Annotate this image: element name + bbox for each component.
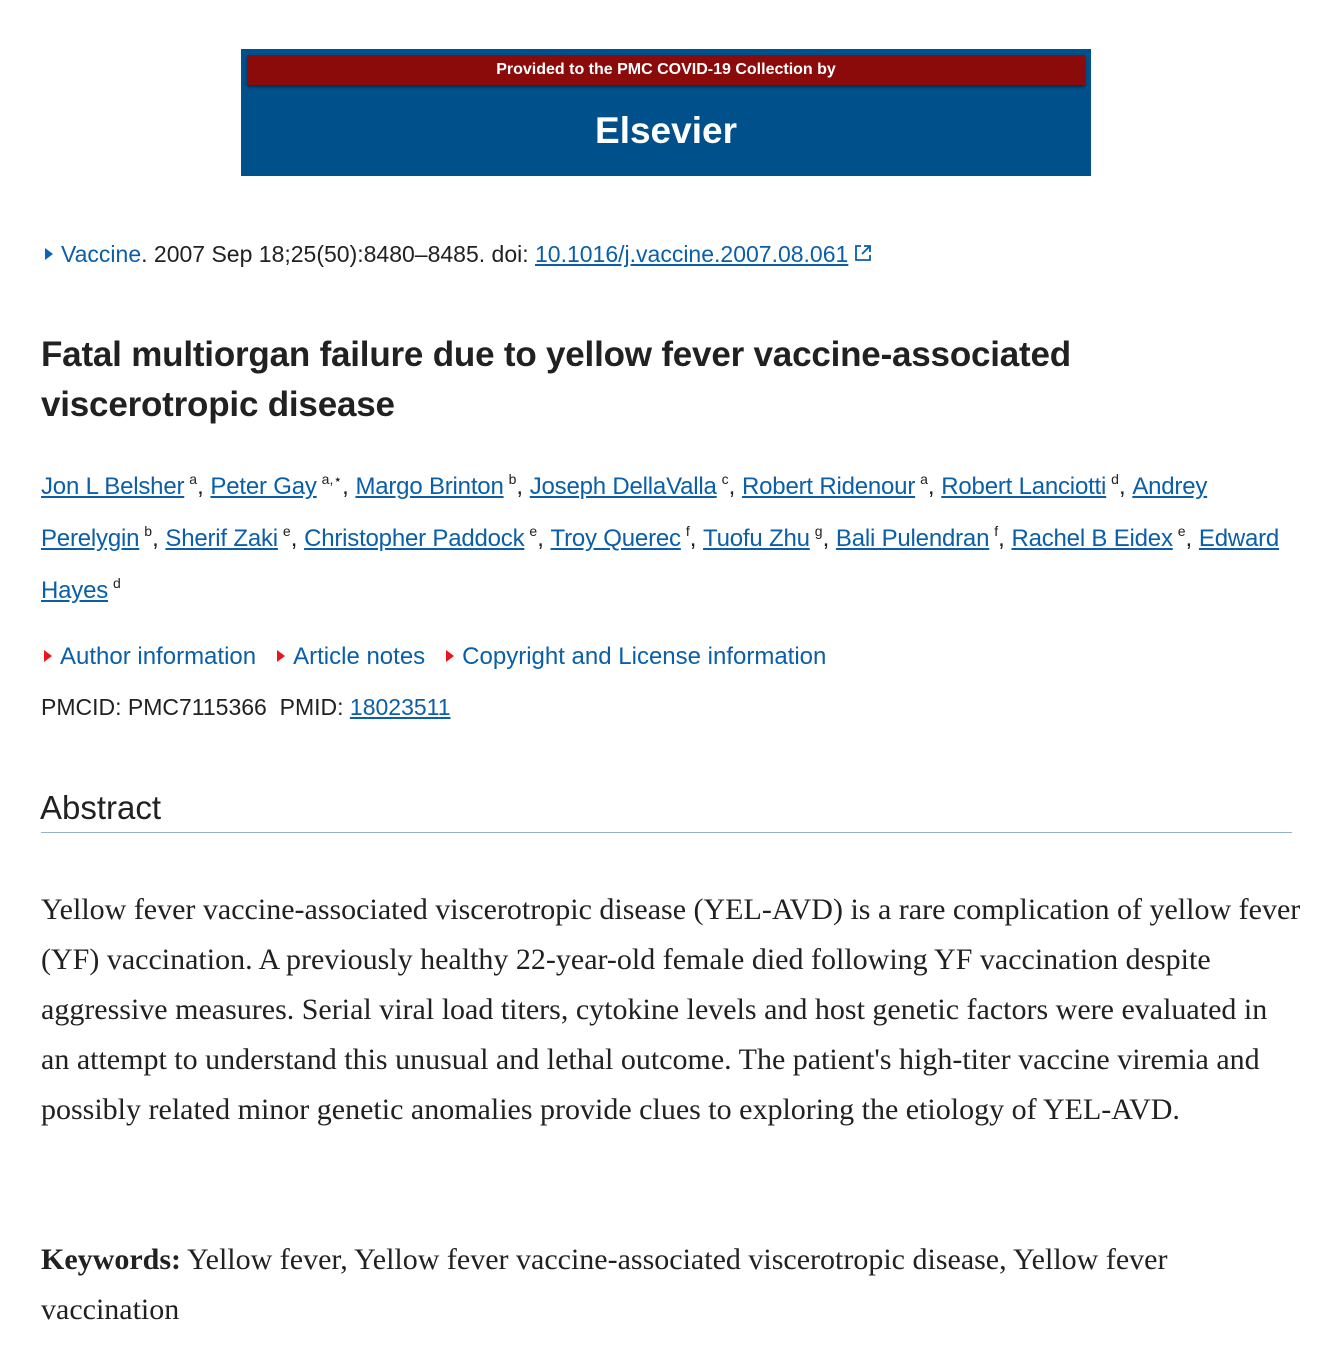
journal-link[interactable]: Vaccine <box>61 241 142 267</box>
article-info-links <box>41 640 844 674</box>
author-affiliation: e <box>282 523 291 539</box>
author-separator: , <box>689 525 704 552</box>
author-link[interactable]: Edward Hayes <box>41 525 1280 604</box>
article-title: Fatal multiorgan failure due to yellow fever vaccine-associated viscerotropic disease <box>41 335 1071 424</box>
author-link[interactable]: Peter Gay <box>210 473 317 500</box>
keywords <box>41 1235 1301 1335</box>
author-separator: , <box>927 473 942 500</box>
info-link-label[interactable]: Copyright and License information <box>462 643 827 670</box>
author-separator: , <box>516 473 530 500</box>
author-affiliation: a <box>189 471 198 487</box>
external-link-icon[interactable] <box>854 238 872 270</box>
author-separator: , <box>1185 525 1199 552</box>
expand-triangle-icon[interactable] <box>277 650 285 662</box>
abstract-text: Yellow fever vaccine-associated viscerotropic disease (YEL-AVD) is a rare complication of yellow fever (YF) vaccination. A previously healthy 22-year-old female died following YF vaccination despite aggressive measures. Serial viral load titers, cytokine levels and host genetic factors were evaluated in an attempt to understand this unusual and lethal outcome. The patient's high-titer vaccine viremia and possibly related minor genetic anomalies provide clues to exploring the etiology of YEL-AVD. <box>41 893 1301 1126</box>
pmcid-value: PMC7115366 <box>127 694 267 720</box>
author-separator: , <box>537 525 551 552</box>
publisher-name: Elsevier <box>595 110 737 151</box>
author-list <box>41 462 1286 618</box>
citation-details: . 2007 Sep 18;25(50):8480–8485. doi: <box>141 241 535 267</box>
author-separator: , <box>998 525 1012 552</box>
author-separator: , <box>197 473 211 500</box>
author-separator: , <box>290 525 305 552</box>
abstract-divider <box>41 832 1292 833</box>
author-affiliation: b <box>508 471 517 487</box>
author-link[interactable]: Robert Ridenour <box>742 473 916 500</box>
info-link-item[interactable] <box>443 640 826 674</box>
author-separator: , <box>1118 473 1133 500</box>
citation-line <box>41 238 872 272</box>
author-affiliation: e <box>1177 523 1186 539</box>
author-link[interactable]: Joseph DellaValla <box>529 473 717 500</box>
author-affiliation: f <box>994 523 999 539</box>
author-affiliation: b <box>144 523 153 539</box>
author-separator: , <box>822 525 836 552</box>
author-affiliation: f <box>685 523 690 539</box>
abstract-heading: Abstract <box>40 789 162 826</box>
author-affiliation: a,⋆ <box>321 471 343 487</box>
author-separator: , <box>728 473 743 500</box>
author-link[interactable]: Bali Pulendran <box>835 525 990 552</box>
doi-link[interactable]: 10.1016/j.vaccine.2007.08.061 <box>535 241 849 267</box>
author-affiliation: d <box>113 575 121 591</box>
author-separator: , <box>152 525 166 552</box>
expand-triangle-icon[interactable] <box>44 650 52 662</box>
author-affiliation: c <box>721 471 729 487</box>
expand-triangle-icon[interactable] <box>45 248 53 260</box>
info-link-label[interactable]: Author information <box>60 643 257 670</box>
pmcid-label: PMCID: <box>41 694 128 720</box>
keywords-text: Yellow fever, Yellow fever vaccine-associated viscerotropic disease, Yellow fever vaccination <box>41 1243 1168 1326</box>
info-link-label[interactable]: Article notes <box>293 643 426 670</box>
author-link[interactable]: Rachel B Eidex <box>1011 525 1173 552</box>
author-link[interactable]: Robert Lanciotti <box>941 473 1107 500</box>
author-link[interactable]: Troy Querec <box>550 525 681 552</box>
author-separator: , <box>342 473 356 500</box>
info-link-item[interactable] <box>41 640 256 674</box>
pmid-link[interactable]: 18023511 <box>349 694 451 720</box>
article-ids <box>41 690 451 724</box>
pmid-label: PMID: <box>279 694 350 720</box>
author-link[interactable]: Christopher Paddock <box>304 525 525 552</box>
author-link[interactable]: Jon L Belsher <box>41 473 185 500</box>
author-link[interactable]: Sherif Zaki <box>165 525 278 552</box>
author-affiliation: d <box>1111 471 1119 487</box>
author-link[interactable]: Andrey Perelygin <box>41 473 1208 552</box>
author-link[interactable]: Margo Brinton <box>355 473 504 500</box>
publisher-banner[interactable] <box>241 49 1091 176</box>
author-link[interactable]: Tuofu Zhu <box>703 525 810 552</box>
author-affiliation: a <box>920 471 928 487</box>
author-affiliation: g <box>814 523 823 539</box>
expand-triangle-icon[interactable] <box>446 650 454 662</box>
banner-strip: Provided to the PMC COVID-19 Collection by <box>247 55 1085 85</box>
info-link-item[interactable] <box>274 640 425 674</box>
author-affiliation: e <box>529 523 538 539</box>
keywords-label: Keywords: <box>41 1243 181 1276</box>
